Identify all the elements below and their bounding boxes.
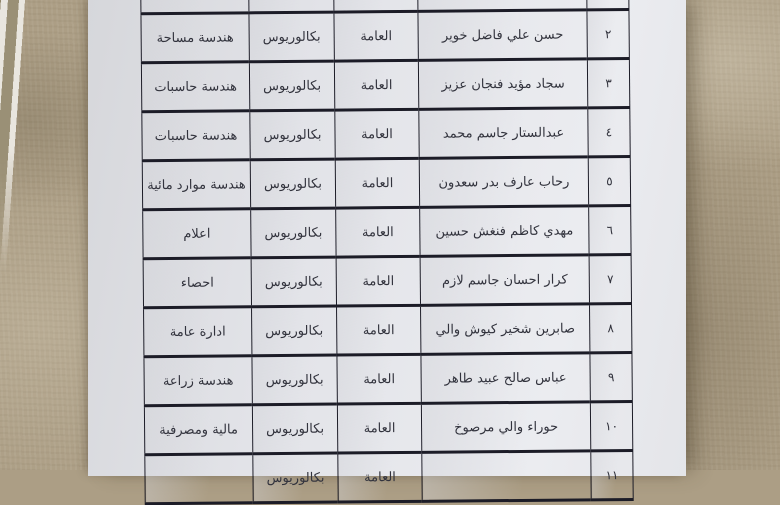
specialty-cell: هندسة حاسبات	[142, 111, 250, 161]
table-area	[140, 0, 633, 505]
table-row	[141, 58, 629, 111]
paper-sheet	[88, 0, 686, 486]
row-number-cell: ١٠	[590, 401, 632, 450]
degree-cell	[249, 0, 334, 13]
table-row	[144, 303, 632, 356]
channel-cell: العامة	[335, 158, 419, 208]
degree-cell: بكالوريوس	[252, 306, 337, 356]
row-number-cell: ٢	[587, 9, 629, 58]
specialty-cell: مالية ومصرفية	[144, 405, 252, 455]
specialty-cell: هندسة مساحة	[141, 13, 249, 63]
table-row	[143, 205, 631, 258]
table-row	[141, 9, 629, 62]
row-number-cell: ٧	[589, 254, 631, 303]
degree-cell: بكالوريوس	[251, 208, 336, 258]
channel-cell: العامة	[334, 60, 418, 110]
student-name-cell: صابرين شخير كيوش والي	[421, 304, 590, 354]
specialty-cell: هندسة موارد مائية	[142, 160, 250, 210]
degree-cell: بكالوريوس	[249, 61, 334, 111]
channel-cell: العامة	[336, 256, 420, 306]
table-row	[144, 401, 632, 454]
specialty-cell: اعلام	[143, 209, 251, 259]
student-name-cell: كرار احسان جاسم لازم	[420, 255, 589, 305]
table-row	[145, 450, 633, 503]
channel-cell: العامة	[338, 452, 422, 502]
records-table-body	[141, 0, 634, 504]
records-table	[140, 0, 634, 505]
table-row	[144, 352, 632, 405]
row-number-cell: ٥	[588, 156, 630, 205]
channel-cell: العامة	[334, 11, 418, 61]
specialty-cell: هندسة حاسبات	[141, 62, 249, 112]
row-number-cell: ٦	[589, 205, 631, 254]
channel-cell	[334, 0, 418, 12]
student-name-cell: عباس صالح عبيد طاهر	[421, 353, 590, 403]
degree-cell: بكالوريوس	[253, 453, 338, 503]
degree-cell: بكالوريوس	[250, 159, 335, 209]
channel-cell: العامة	[337, 403, 421, 453]
degree-cell: بكالوريوس	[251, 257, 336, 307]
table-row	[143, 254, 631, 307]
student-name-cell: حوراء والي مرصوخ	[421, 402, 590, 452]
row-number-cell	[587, 0, 629, 10]
specialty-cell: ادارة عامة	[144, 307, 252, 357]
student-name-cell: سجاد مؤيد فنجان عزيز	[418, 59, 587, 109]
student-name-cell: رحاب عارف بدر سعدون	[419, 157, 588, 207]
student-name-cell	[422, 451, 591, 501]
row-number-cell: ٣	[587, 58, 629, 107]
specialty-cell	[141, 0, 249, 14]
specialty-cell: هندسة زراعة	[144, 356, 252, 406]
channel-cell: العامة	[337, 354, 421, 404]
specialty-cell	[145, 454, 253, 504]
row-number-cell: ٤	[588, 107, 630, 156]
row-number-cell: ٨	[590, 303, 632, 352]
row-number-cell: ٩	[590, 352, 632, 401]
degree-cell: بكالوريوس	[252, 404, 337, 454]
channel-cell: العامة	[336, 207, 420, 257]
degree-cell: بكالوريوس	[249, 12, 334, 62]
channel-cell: العامة	[337, 305, 421, 355]
student-name-cell: مهدي كاظم فنغش حسين	[420, 206, 589, 256]
channel-cell: العامة	[335, 109, 419, 159]
row-number-cell: ١١	[591, 450, 633, 499]
student-name-cell: عبدالستار جاسم محمد	[419, 108, 588, 158]
degree-cell: بكالوريوس	[252, 355, 337, 405]
specialty-cell: احصاء	[143, 258, 251, 308]
table-row	[142, 156, 630, 209]
student-name-cell: حسن علي فاضل خوير	[418, 10, 587, 60]
degree-cell: بكالوريوس	[250, 110, 335, 160]
table-row	[142, 107, 630, 160]
